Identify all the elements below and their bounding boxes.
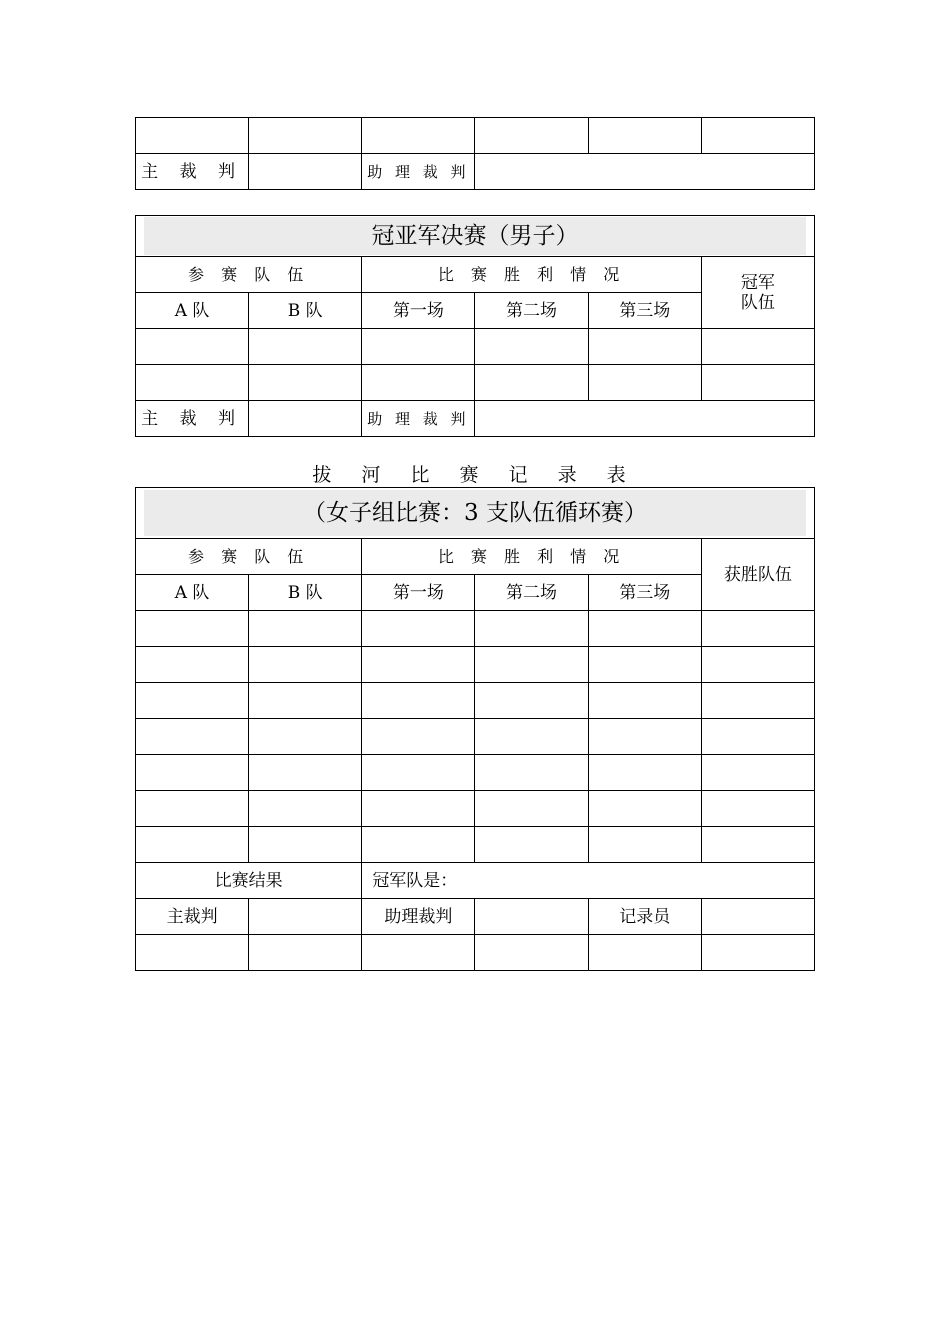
- game1-header: 第一场: [362, 293, 475, 329]
- top-table: [135, 117, 815, 190]
- game2-header: 第二场: [475, 575, 588, 611]
- teams-header: 参 赛 队 伍: [136, 257, 362, 293]
- team-b-header: B 队: [249, 293, 362, 329]
- assistant-referee-label: 助理裁判: [362, 899, 475, 935]
- assistant-referee-field[interactable]: [475, 899, 588, 935]
- table-row: [136, 683, 815, 719]
- table-row: [136, 647, 815, 683]
- result-row: [136, 863, 815, 899]
- women-table: [135, 487, 815, 971]
- signature-row: [136, 899, 815, 935]
- cell[interactable]: [249, 118, 362, 154]
- champion-header: 冠军 队伍: [701, 257, 814, 329]
- assistant-referee-label: 助 理 裁 判: [362, 401, 475, 437]
- result-label: 比赛结果: [136, 863, 362, 899]
- winner-header: 获胜队伍: [701, 539, 814, 611]
- assistant-referee-label: 助 理 裁 判: [362, 154, 475, 190]
- assistant-referee-field[interactable]: [475, 401, 815, 437]
- team-a-header: A 队: [136, 293, 249, 329]
- men-final-table: [135, 215, 815, 437]
- document-title: 拔 河 比 赛 记 录 表: [312, 464, 638, 486]
- result-header: 比 赛 胜 利 情 况: [362, 257, 701, 293]
- cell[interactable]: [701, 118, 814, 154]
- game1-header: 第一场: [362, 575, 475, 611]
- table-row: [136, 935, 815, 971]
- women-title: （女子组比赛：3 支队伍循环赛）: [144, 490, 806, 536]
- table-row: [136, 611, 815, 647]
- chief-referee-label: 主 裁 判: [136, 401, 249, 437]
- header-row: [136, 257, 815, 293]
- cell[interactable]: [475, 118, 588, 154]
- table-row: [136, 329, 815, 365]
- game2-header: 第二场: [475, 293, 588, 329]
- champion-field[interactable]: 冠军队是：: [362, 863, 815, 899]
- team-a-header: A 队: [136, 575, 249, 611]
- table-row: [136, 401, 815, 437]
- game3-header: 第三场: [588, 293, 701, 329]
- team-b-header: B 队: [249, 575, 362, 611]
- table-row: [136, 827, 815, 863]
- cell[interactable]: [136, 118, 249, 154]
- table-row: [136, 755, 815, 791]
- teams-header: 参 赛 队 伍: [136, 539, 362, 575]
- title-row: [136, 488, 815, 539]
- chief-referee-label: 主裁判: [136, 899, 249, 935]
- recorder-field[interactable]: [701, 899, 814, 935]
- recorder-label: 记录员: [588, 899, 701, 935]
- game3-header: 第三场: [588, 575, 701, 611]
- men-final-title: 冠亚军决赛（男子）: [144, 217, 806, 255]
- table-row: [136, 118, 815, 154]
- table-row: [136, 154, 815, 190]
- cell[interactable]: [588, 118, 701, 154]
- chief-referee-label: 主 裁 判: [136, 154, 249, 190]
- chief-referee-field[interactable]: [249, 154, 362, 190]
- chief-referee-field[interactable]: [249, 899, 362, 935]
- table-row: [136, 719, 815, 755]
- title-row: [136, 216, 815, 257]
- chief-referee-field[interactable]: [249, 401, 362, 437]
- cell[interactable]: [362, 118, 475, 154]
- assistant-referee-field[interactable]: [475, 154, 815, 190]
- table-row: [136, 791, 815, 827]
- header-row: [136, 539, 815, 575]
- table-row: [136, 365, 815, 401]
- result-header: 比 赛 胜 利 情 况: [362, 539, 701, 575]
